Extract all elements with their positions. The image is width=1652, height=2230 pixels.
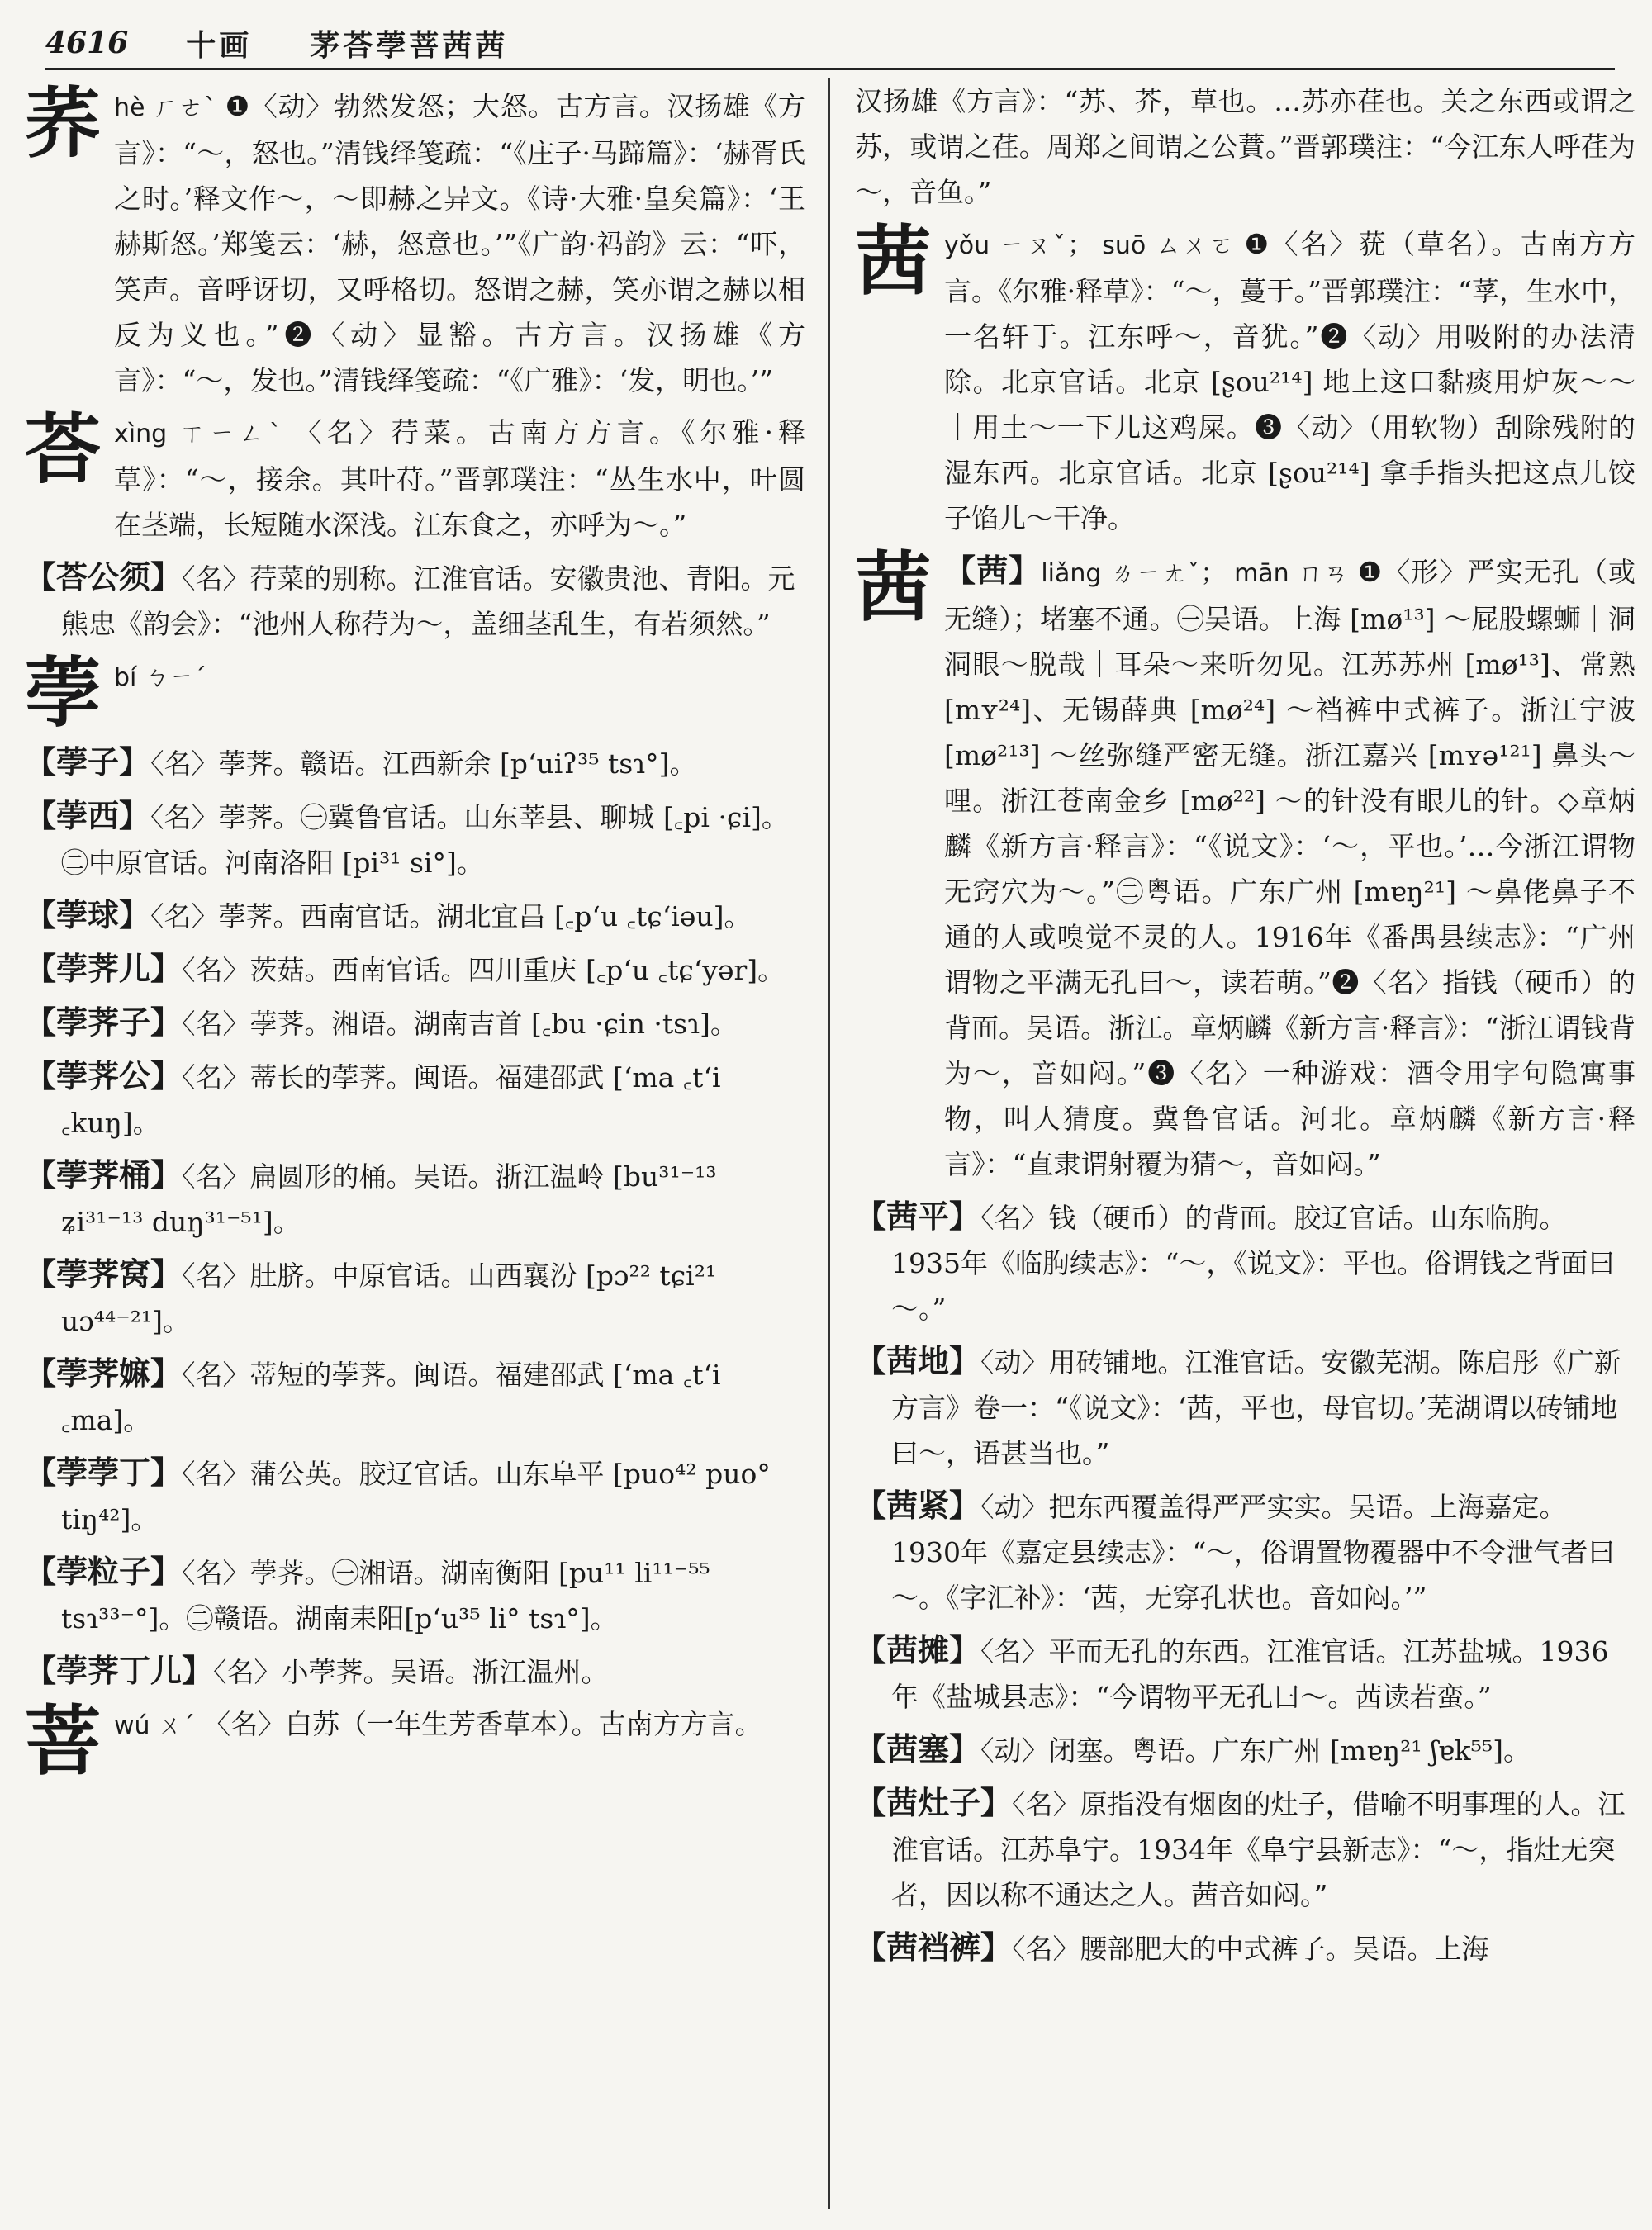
sub-entry — [25, 1648, 805, 1695]
definition-text: 〈名〉荸荠。西南官话。湖北宜昌 [꜀p‘u ꜀tɕ‘iəu]。 — [150, 900, 752, 932]
definition-text: 〈名〉荸荠。赣语。江西新余 [p‘uiʔ³⁵ tsɿ°]。 — [150, 747, 697, 780]
main-entry — [855, 216, 1635, 541]
definition-text: 〈名〉平而无孔的东西。江淮官话。江苏盐城。1936年《盐城县志》：“今谓物平无孔曰～。茜读若蛮。” — [891, 1635, 1609, 1713]
definition-text: 〈名〉原指没有烟囱的灶子，借喻不明事理的人。江淮官话。江苏阜宁。1934年《阜宁县新志》：“～，指灶无突者，因以称不通达之人。茜音如闷。” — [891, 1788, 1626, 1911]
definition-text: 〈名〉蒂短的荸荠。闽语。福建邵武 [‘ma ꜀t‘i ꜀ma]。 — [61, 1359, 721, 1436]
sub-entry — [855, 1780, 1635, 1918]
sub-headword: 【茜塞】 — [855, 1730, 981, 1767]
definition-text: 〈名〉钱（硬币）的背面。胶辽官话。山东临朐。1935年《临朐续志》：“～，《说文》：平也。俗谓钱之背面曰～。” — [891, 1202, 1616, 1325]
definition-text: ❶〈动〉勃然发怒；大怒。古方言。汉扬雄《方言》：“～，怒也。”清钱绎笺疏：“《庄子·马蹄篇》：‘赫胥氏之时。’释文作～，～即赫之异文。《诗·大雅·皇矣篇》：‘王赫斯怒。’郑笺云：‘赫，怒意也。’”《广韵·祃韵》云：“吓，笑声。音呼讶切，又呼格切。怒谓之赫，笑亦谓之赫以相反为义也。”❷〈动〉显豁。古方言。汉扬雄《方言》：“～，发也。”清钱绎笺疏：“《广雅》：‘发，明也。’” — [114, 90, 805, 396]
main-entry — [855, 543, 1635, 1187]
sub-entry — [855, 1193, 1635, 1331]
definition-text: ❶〈形〉严实无孔（或无缝）；堵塞不通。㊀吴语。上海 [mø¹³] ～屁股螺蛳｜洞洞眼～脱哉｜耳朵～来听勿见。江苏苏州 [mø¹³]、常熟 [mʏ²⁴]、无锡薛典 [mø²⁴] ～裆裤中式裤子。浙江宁波 [mø²¹³] ～丝弥缝严密无缝。浙江嘉兴 [mʏə¹²¹] 鼻头～哩。浙江苍南金乡 [mø²²] ～的针没有眼儿的针。◇章炳麟《新方言·释言》：“《说文》：‘～，平也。’…今浙江谓物无窍穴为～。”㊁粤语。广东广州 [mɐŋ²¹] ～鼻佬鼻子不通的人或嗅觉不灵的人。1916年《番禺县续志》：“广州谓物之平满无孔曰～，读若萌。”❷〈名〉指钱（硬币）的背面。吴语。浙江。章炳麟《新方言·释言》：“浙江谓钱背为～，音如闷。”❸〈名〉一种游戏：酒令用字句隐寓事物，叫人猜度。冀鲁官话。河北。章炳麟《新方言·释言》：“直隶谓射覆为猜～，音如闷。” — [944, 556, 1635, 1180]
sub-headword: 【茜灶子】 — [855, 1784, 1013, 1821]
sub-entry — [25, 1549, 805, 1641]
sub-entry — [855, 1338, 1635, 1476]
sub-entry — [855, 1627, 1635, 1720]
definition-text: 〈动〉用砖铺地。江淮官话。安徽芜湖。陈启彤《广新方言》卷一：“《说文》：‘茜，平也，母官切。’芜湖谓以砖铺地曰～，语甚当也。” — [891, 1346, 1621, 1469]
sub-headword: 【茜裆裤】 — [855, 1929, 1013, 1966]
sub-headword: 【荸荠公】 — [25, 1057, 183, 1094]
sub-entry — [25, 999, 805, 1046]
main-entry — [25, 78, 805, 403]
sub-headword: 【荸荠丁儿】 — [25, 1652, 214, 1689]
headword-character: 菩 — [25, 1696, 102, 1786]
sub-headword: 【荅公须】 — [25, 558, 183, 595]
sub-entry — [25, 1053, 805, 1146]
entry-body — [114, 1701, 762, 1748]
sub-headword: 【荸荠嫲】 — [25, 1355, 183, 1392]
definition-text: 〈名〉蒂长的荸荠。闽语。福建邵武 [‘ma ꜀t‘i ꜀kuŋ]。 — [61, 1061, 721, 1139]
sub-headword: 【荸粒子】 — [25, 1553, 183, 1590]
definition-text: 〈名〉白苏（一年生芳香草本）。古南方方言。 — [203, 1708, 762, 1740]
definition-text: 〈动〉闭塞。粤语。广东广州 [mɐŋ²¹ ʃɐk⁵⁵]。 — [980, 1734, 1531, 1767]
pronunciation: xìng ㄒㄧㄥˋ — [114, 420, 287, 448]
sub-headword: 【茜摊】 — [855, 1631, 981, 1668]
sub-headword: 【荸荠桶】 — [25, 1156, 183, 1193]
entry-body — [944, 548, 1635, 1187]
entry-body — [114, 653, 215, 700]
entry-body — [944, 221, 1635, 541]
sub-entry — [25, 1450, 805, 1542]
definition-text: 〈名〉荸荠。㊀湘语。湖南衡阳 [pu¹¹ li¹¹⁻⁵⁵ tsɿ³³⁻°]。㊁赣语。湖南耒阳[p‘u³⁵ li° tsɿ°]。 — [61, 1557, 710, 1635]
sub-entry — [855, 1924, 1635, 1971]
main-entry — [25, 405, 805, 548]
sub-headword: 【荸西】 — [25, 797, 151, 834]
sub-entry — [25, 739, 805, 786]
sub-entry — [25, 1152, 805, 1245]
main-entry — [25, 648, 805, 738]
header-characters: 茅荅荸菩茜茜 — [310, 27, 509, 63]
stroke-count-label: 十画 — [186, 27, 253, 63]
sub-entry — [25, 793, 805, 885]
sub-entry — [25, 946, 805, 993]
headword-character: 荸 — [25, 648, 102, 738]
left-column — [25, 78, 805, 2222]
definition-text: 〈名〉腰部肥大的中式裤子。吴语。上海 — [1012, 1933, 1489, 1965]
sub-headword: 【荸荠儿】 — [25, 950, 183, 987]
headword-character: 荞 — [25, 78, 102, 168]
definition-text: 〈名〉荇菜的别称。江淮官话。安徽贵池、青阳。元熊忠《韵会》：“池州人称荇为～，盖细茎乱生，有若须然。” — [61, 562, 795, 640]
page-number: 4616 — [45, 26, 129, 60]
definition-text: ❶〈名〉莸（草名）。古南方方言。《尔雅·释草》：“～，蔓于。”晋郭璞注：“莩，生水中，一名轩于。江东呼～，音犹。”❷〈动〉用吸附的办法清除。北京官话。北京 [ʂou²¹⁴] 地上这口黏痰用炉灰～～｜用土～一下儿这鸡屎。❸〈动〉（用软物）刮除残附的湿东西。北京官话。北京 [ʂou²¹⁴] 拿手指头把这点儿饺子馅儿～干净。 — [944, 228, 1635, 534]
headword-character: 荅 — [25, 405, 102, 494]
definition-text: 〈名〉荸荠。㊀冀鲁官话。山东莘县、聊城 [꜀pi ·ɕi]。㊁中原官话。河南洛阳 [pi³¹ si°]。 — [61, 801, 789, 879]
pronunciation: liǎng ㄌㄧㄤˇ； mān ㄇㄢ — [1041, 559, 1350, 588]
main-entry — [25, 1696, 805, 1786]
sub-entry — [25, 892, 805, 939]
pronunciation: wú ㄨˊ — [114, 1711, 196, 1740]
definition-text: 〈名〉茨菇。西南官话。四川重庆 [꜀p‘u ꜀tɕ‘yər]。 — [182, 954, 786, 986]
column-divider — [828, 78, 830, 2209]
sub-headword: 【茜紧】 — [855, 1487, 981, 1524]
right-column — [855, 78, 1635, 2222]
entry-body — [114, 410, 805, 548]
variant-form: 【茜】 — [944, 552, 1042, 589]
definition-text: 〈名〉荇菜。古南方方言。《尔雅·释草》：“～，接余。其叶苻。”晋郭璞注：“丛生水中，叶圆在茎端，长短随水深浅。江东食之，亦呼为～。” — [114, 416, 805, 541]
sub-entry — [25, 1251, 805, 1344]
definition-text: 〈动〉把东西覆盖得严严实实。吴语。上海嘉定。1930年《嘉定县续志》：“～，俗谓置物覆器中不令泄气者曰～。《字汇补》：‘茜，无穿孔状也。音如闷。’” — [891, 1491, 1616, 1614]
pronunciation: bí ㄅㄧˊ — [114, 663, 206, 692]
sub-entry — [855, 1726, 1635, 1773]
sub-headword: 【荸球】 — [25, 896, 151, 933]
headword-character: 茜 — [855, 216, 932, 306]
sub-entry — [25, 554, 805, 647]
sub-headword: 【荸荸丁】 — [25, 1454, 183, 1491]
definition-text: 〈名〉扁圆形的桶。吴语。浙江温岭 [bu³¹⁻¹³ ʑi³¹⁻¹³ duŋ³¹⁻⁵¹]。 — [61, 1160, 717, 1238]
definition-text: 〈名〉蒲公英。胶辽官话。山东阜平 [puo⁴² puo° tiŋ⁴²]。 — [61, 1458, 771, 1535]
page-header — [45, 18, 1615, 70]
headword-character: 茜 — [855, 543, 932, 632]
entry-body — [114, 83, 805, 403]
sub-headword: 【荸荠窝】 — [25, 1255, 183, 1293]
pronunciation: hè ㄏㄜˋ — [114, 93, 217, 122]
sub-headword: 【荸荠子】 — [25, 1004, 183, 1041]
definition-text: 〈名〉肚脐。中原官话。山西襄汾 [pɔ²² tɕi²¹ uɔ⁴⁴⁻²¹]。 — [61, 1260, 717, 1337]
continuation-text: 汉扬雄《方言》：“苏、芥，草也。…苏亦荏也。关之东西或谓之苏，或谓之荏。周郑之间谓之公蕡。”晋郭璞注：“今江东人呼荏为～，音鱼。” — [855, 85, 1635, 208]
pronunciation: yǒu ㄧㄡˇ； suō ㄙㄨㄛ — [944, 231, 1237, 260]
sub-entry — [25, 1350, 805, 1443]
definition-text: 〈名〉小荸荠。吴语。浙江温州。 — [213, 1656, 609, 1688]
sub-entry — [855, 1483, 1635, 1620]
definition-text: 〈名〉荸荠。湘语。湖南吉首 [꜀bu ·ɕin ·tsɿ]。 — [182, 1008, 738, 1040]
sub-headword: 【茜地】 — [855, 1342, 981, 1379]
sub-headword: 【荸子】 — [25, 743, 151, 780]
sub-headword: 【茜平】 — [855, 1198, 981, 1235]
